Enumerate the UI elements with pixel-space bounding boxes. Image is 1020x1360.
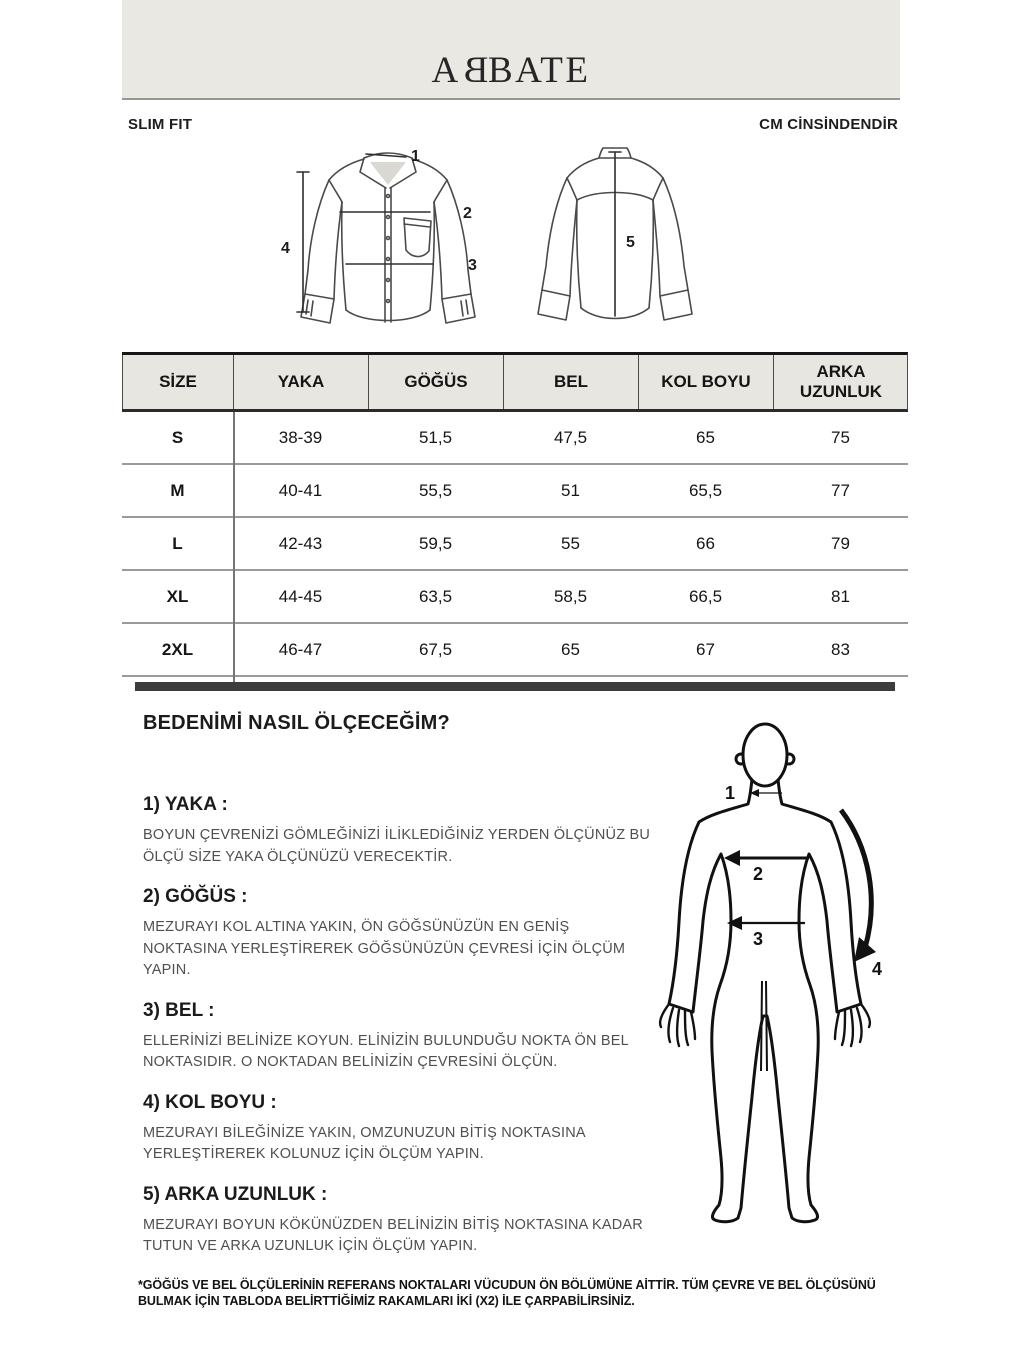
value-cell: 81 — [831, 586, 850, 606]
logo-rest: BATE — [487, 50, 591, 91]
table-column-divider — [233, 412, 235, 682]
value-cell: 67 — [696, 639, 715, 659]
value-cell: 75 — [831, 427, 850, 447]
value-cell: 65 — [561, 639, 580, 659]
figure-label-waist: 3 — [753, 929, 764, 949]
column-header-waist: BEL — [503, 355, 638, 409]
measuring-guide — [143, 711, 655, 1275]
value-cell: 55,5 — [418, 480, 453, 500]
value-cell: 44-45 — [278, 586, 323, 606]
section-heading: 4) KOL BOYU : — [143, 1091, 277, 1113]
column-header-chest: GÖĞÜS — [368, 355, 503, 409]
footnote: *GÖĞÜS VE BEL ÖLÇÜLERİNİN REFERANS NOKTALARI VÜCUDUN ÖN BÖLÜMÜNE AİTTİR. TÜM ÇEVRE VE BEL ÖLÇÜSÜNÜ BULMAK İÇİN TABLODA BELİRTTİĞİMİZ RAKAMLARI İKİ (X2) İLE ÇARPABİLİRSİNİZ. — [138, 1278, 876, 1308]
logo-mirrored-b: B — [460, 50, 488, 91]
sub-header — [128, 116, 898, 133]
guide-section-waist — [143, 999, 655, 1074]
guide-section-chest — [143, 885, 655, 982]
table-row — [122, 465, 908, 518]
guide-section-sleeve — [143, 1091, 655, 1166]
table-row — [122, 518, 908, 571]
shirt-measurement-diagram — [278, 138, 718, 338]
value-cell: 83 — [831, 639, 850, 659]
value-cell: 55 — [561, 533, 580, 553]
size-table — [122, 352, 908, 677]
brand-band — [122, 0, 900, 100]
section-heading: 1) YAKA : — [143, 794, 228, 815]
back-shirt-sketch — [538, 148, 692, 320]
shirt-label-sleeve: 4 — [281, 240, 290, 257]
value-cell: 66,5 — [688, 586, 723, 606]
guide-title: BEDENİMİ NASIL ÖLÇECEĞİM? — [143, 712, 450, 734]
section-body: MEZURAYI BOYUN KÖKÜNÜZDEN BELİNİZİN BİTİŞ NOKTASINA KADAR TUTUN VE ARKA UZUNLUK İÇİN ÖLÇÜM YAPIN. — [143, 1216, 643, 1254]
size-cell: XL — [166, 586, 189, 606]
size-cell: 2XL — [161, 639, 194, 659]
value-cell: 42-43 — [278, 533, 323, 553]
table-row — [122, 412, 908, 465]
value-cell: 63,5 — [418, 586, 453, 606]
section-heading: 3) BEL : — [143, 999, 215, 1021]
size-cell: M — [170, 480, 185, 500]
column-header-sleeve: KOL BOYU — [638, 355, 773, 409]
column-header-size: SİZE — [122, 355, 233, 409]
value-cell: 65 — [696, 427, 715, 447]
table-bottom-bar — [135, 682, 895, 691]
size-table-header — [122, 352, 908, 412]
figure-label-chest: 2 — [753, 864, 764, 884]
value-cell: 65,5 — [688, 480, 723, 500]
human-outline — [660, 724, 870, 1222]
shirt-label-chest: 2 — [463, 205, 472, 222]
figure-label-neck: 1 — [725, 783, 736, 803]
shirt-label-waist: 3 — [468, 257, 477, 274]
value-cell: 67,5 — [418, 639, 453, 659]
value-cell: 66 — [696, 533, 715, 553]
body-measurement-figure — [655, 715, 1000, 1235]
shirt-label-back-length: 5 — [626, 234, 635, 251]
value-cell: 58,5 — [553, 586, 588, 606]
value-cell: 38-39 — [278, 427, 323, 447]
front-shirt-sketch — [281, 148, 477, 323]
shirt-label-collar: 1 — [411, 148, 420, 165]
table-row — [122, 624, 908, 677]
section-body: MEZURAYI BİLEĞİNİZE YAKIN, OMZUNUZUN BİTİŞ NOKTASINA YERLEŞTİREREK KOLUNUZ İÇİN ÖLÇÜM YAPIN. — [143, 1124, 585, 1162]
value-cell: 47,5 — [553, 427, 588, 447]
value-cell: 51 — [561, 480, 580, 500]
section-heading: 5) ARKA UZUNLUK : — [143, 1183, 328, 1205]
brand-logo — [122, 49, 900, 92]
table-row — [122, 571, 908, 624]
unit-label: CM CİNSİNDENDİR — [759, 116, 898, 133]
section-body: MEZURAYI KOL ALTINA YAKIN, ÖN GÖĞSÜNÜZÜN EN GENİŞ NOKTASINA YERLEŞTİREREK GÖĞSÜNÜZÜN ÇEVRESİ İÇİN ÖLÇÜM YAPIN. — [143, 919, 626, 978]
fit-label: SLIM FIT — [128, 116, 193, 133]
section-heading: 2) GÖĞÜS : — [143, 886, 248, 907]
size-cell: S — [171, 427, 184, 447]
value-cell: 40-41 — [278, 480, 323, 500]
size-cell: L — [172, 533, 183, 553]
value-cell: 79 — [831, 533, 850, 553]
value-cell: 46-47 — [278, 639, 323, 659]
figure-label-sleeve: 4 — [872, 959, 883, 979]
column-header-back-length: ARKA UZUNLUK — [773, 355, 908, 409]
logo-letter-a: A — [431, 50, 461, 91]
guide-section-collar — [143, 793, 655, 868]
value-cell: 77 — [831, 480, 850, 500]
value-cell: 59,5 — [418, 533, 453, 553]
section-body: BOYUN ÇEVRENİZİ GÖMLEĞİNİZİ İLİKLEDİĞİNİZ YERDEN ÖLÇÜNÜZ BU ÖLÇÜ SİZE YAKA ÖLÇÜNÜZÜ VERECEKTİR. — [143, 827, 651, 865]
section-body: ELLERİNİZİ BELİNİZE KOYUN. ELİNİZİN BULUNDUĞU NOKTA ÖN BEL NOKTASIDIR. O NOKTADAN BELİNİZİN ÇEVRESİNİ ÖLÇÜN. — [143, 1032, 629, 1070]
value-cell: 51,5 — [418, 427, 453, 447]
guide-section-back-length — [143, 1183, 655, 1258]
column-header-collar: YAKA — [233, 355, 368, 409]
